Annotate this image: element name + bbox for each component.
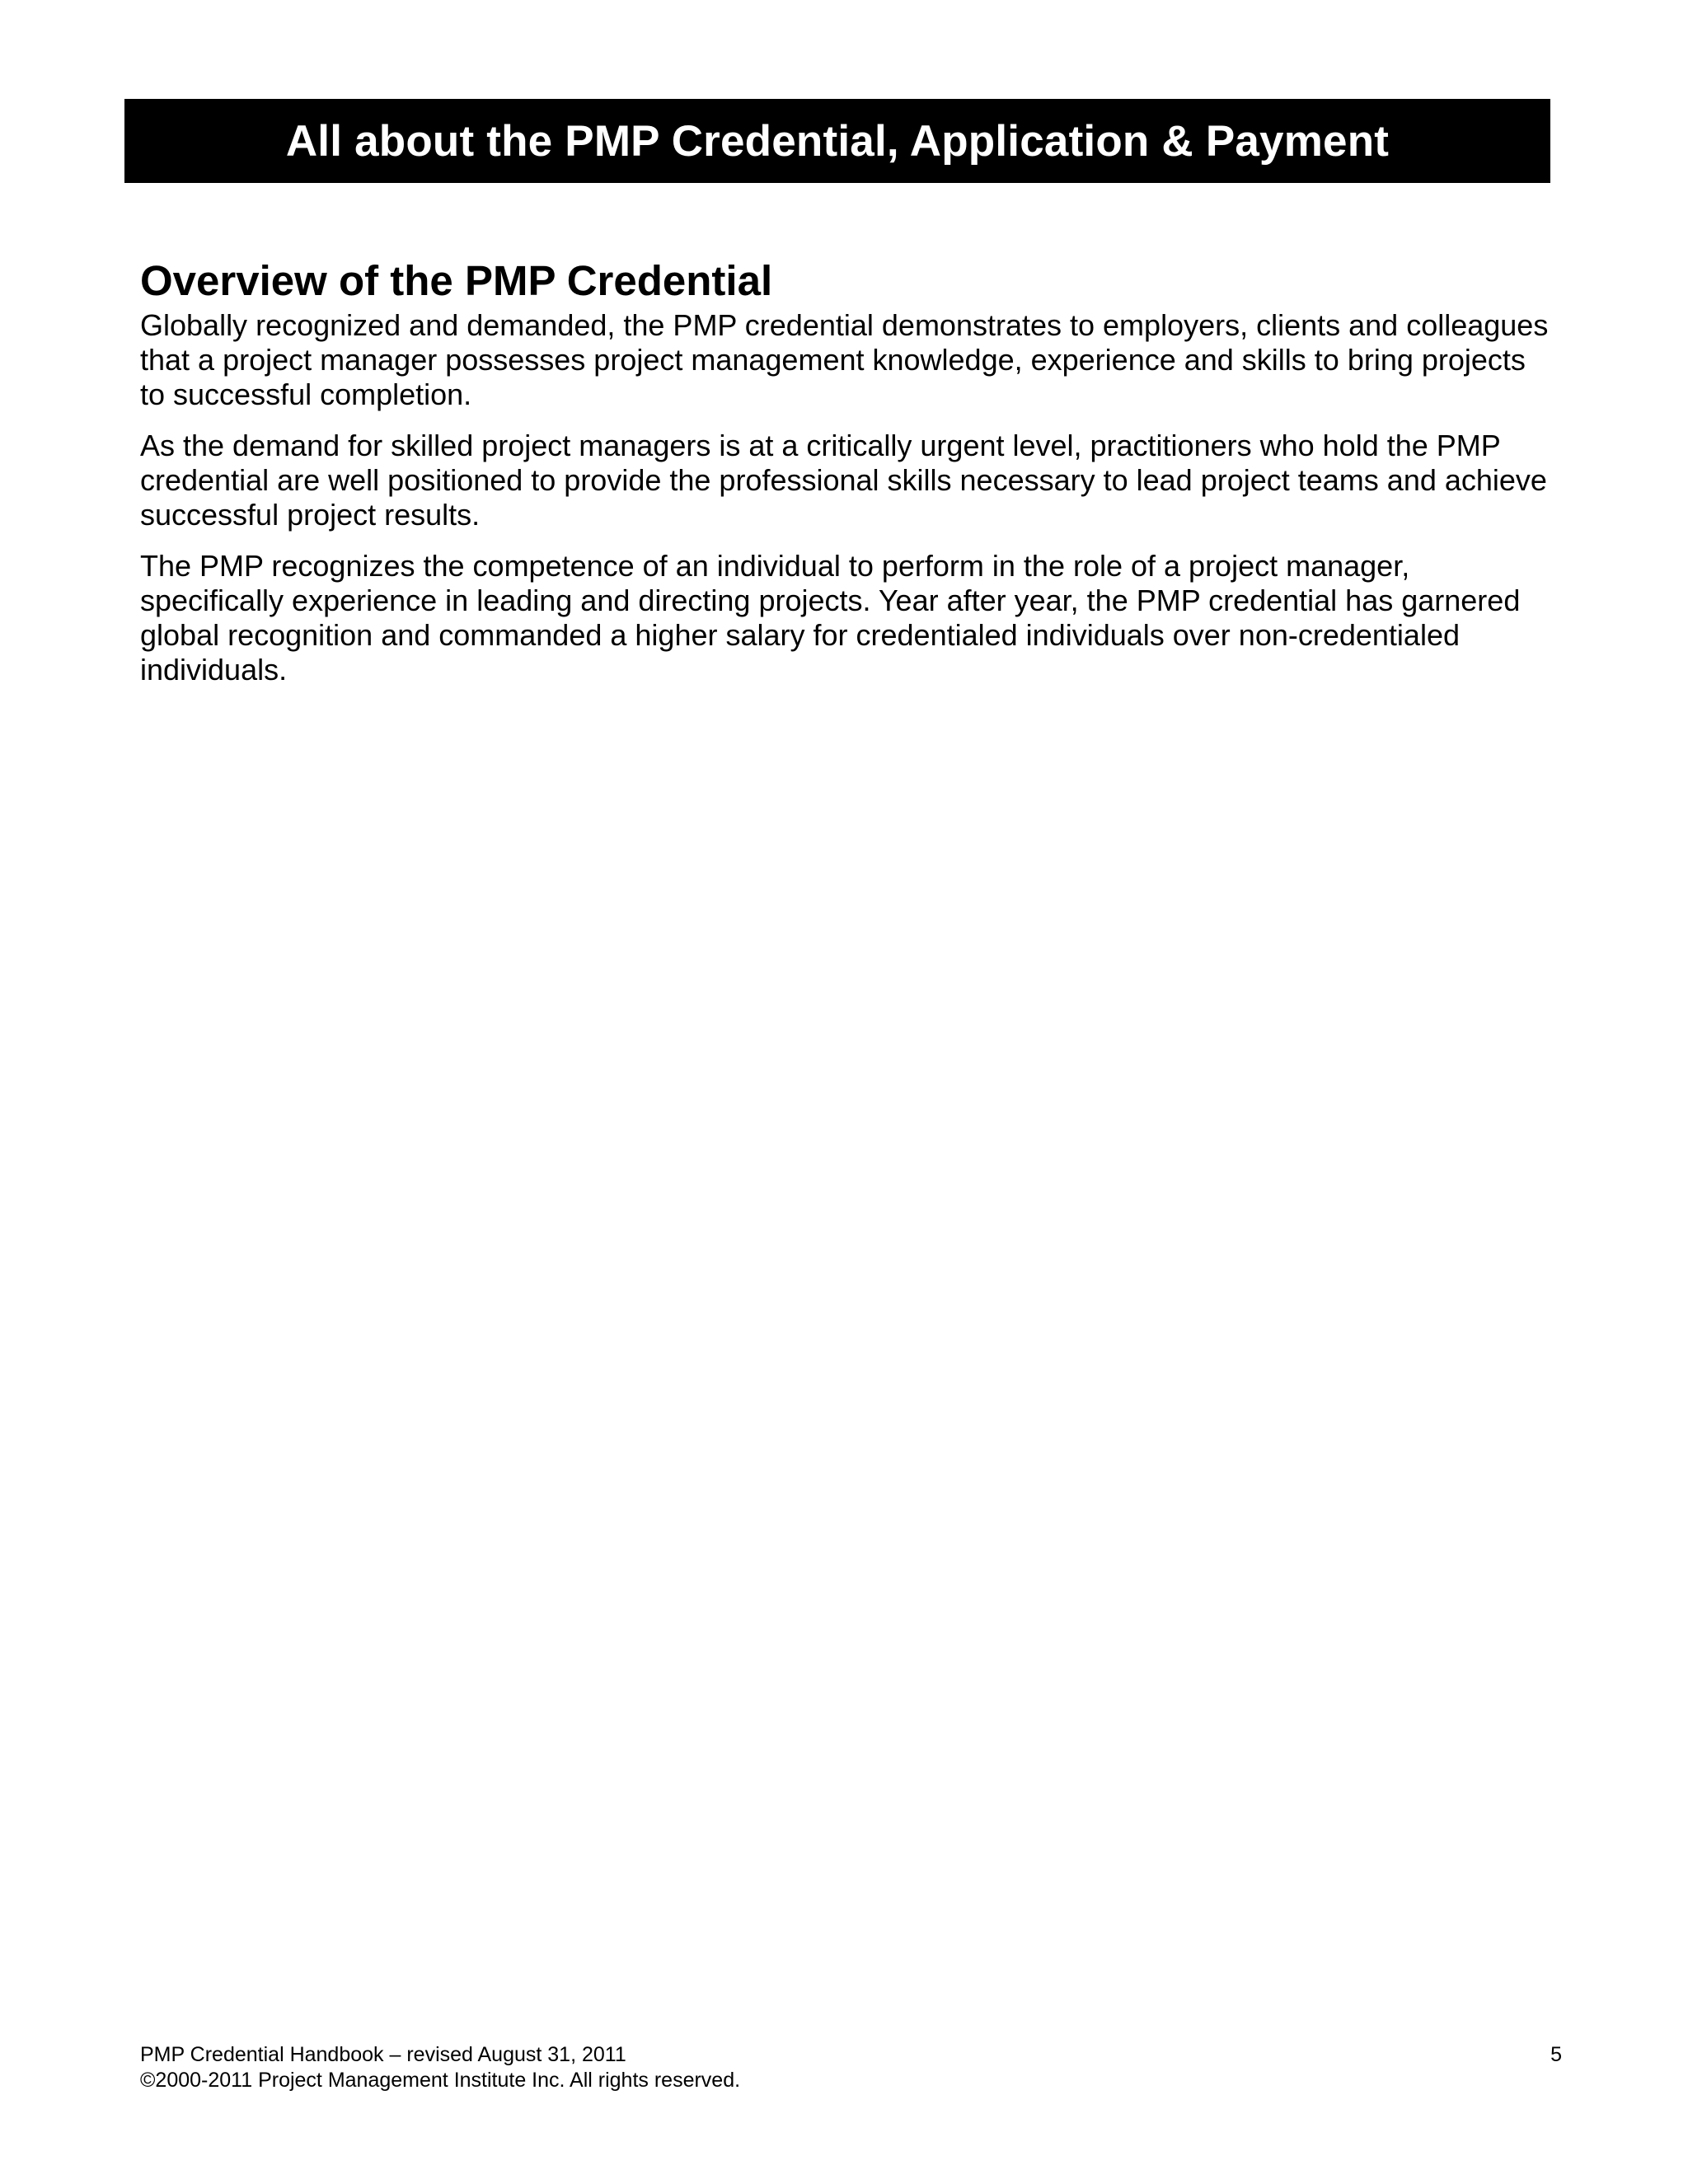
section-heading: Overview of the PMP Credential [140,257,773,304]
paragraph-3: The PMP recognizes the competence of an individual to perform in the role of a project manager, specifically experience in leading and directing projects. Year after year, the PMP credential has garnered global recognition and commanded a higher salary for credentialed individuals over non-credentialed individuals. [140,549,1521,687]
footer-handbook-text: PMP Credential Handbook – revised August 31, 2011 [140,2043,626,2066]
paragraph-2: As the demand for skilled project managers is at a critically urgent level, practitioners who hold the PMP credential are well positioned to provide the professional skills necessary to lead project teams and achieve successful project results. [140,429,1547,532]
page-number: 5 [1550,2043,1562,2066]
footer-row [140,2042,1562,2068]
page-footer [140,2042,1562,2093]
banner-title: All about the PMP Credential, Application & Payment [285,116,1390,166]
paragraph-1: Globally recognized and demanded, the PMP credential demonstrates to employers, clients and colleagues that a project manager possesses project management knowledge, experience and skills to bring projects to successful completion. [140,308,1549,411]
footer-copyright: ©2000-2011 Project Management Institute Inc. All rights reserved. [140,2069,741,2092]
main-content [140,254,1558,704]
title-banner [124,99,1550,183]
